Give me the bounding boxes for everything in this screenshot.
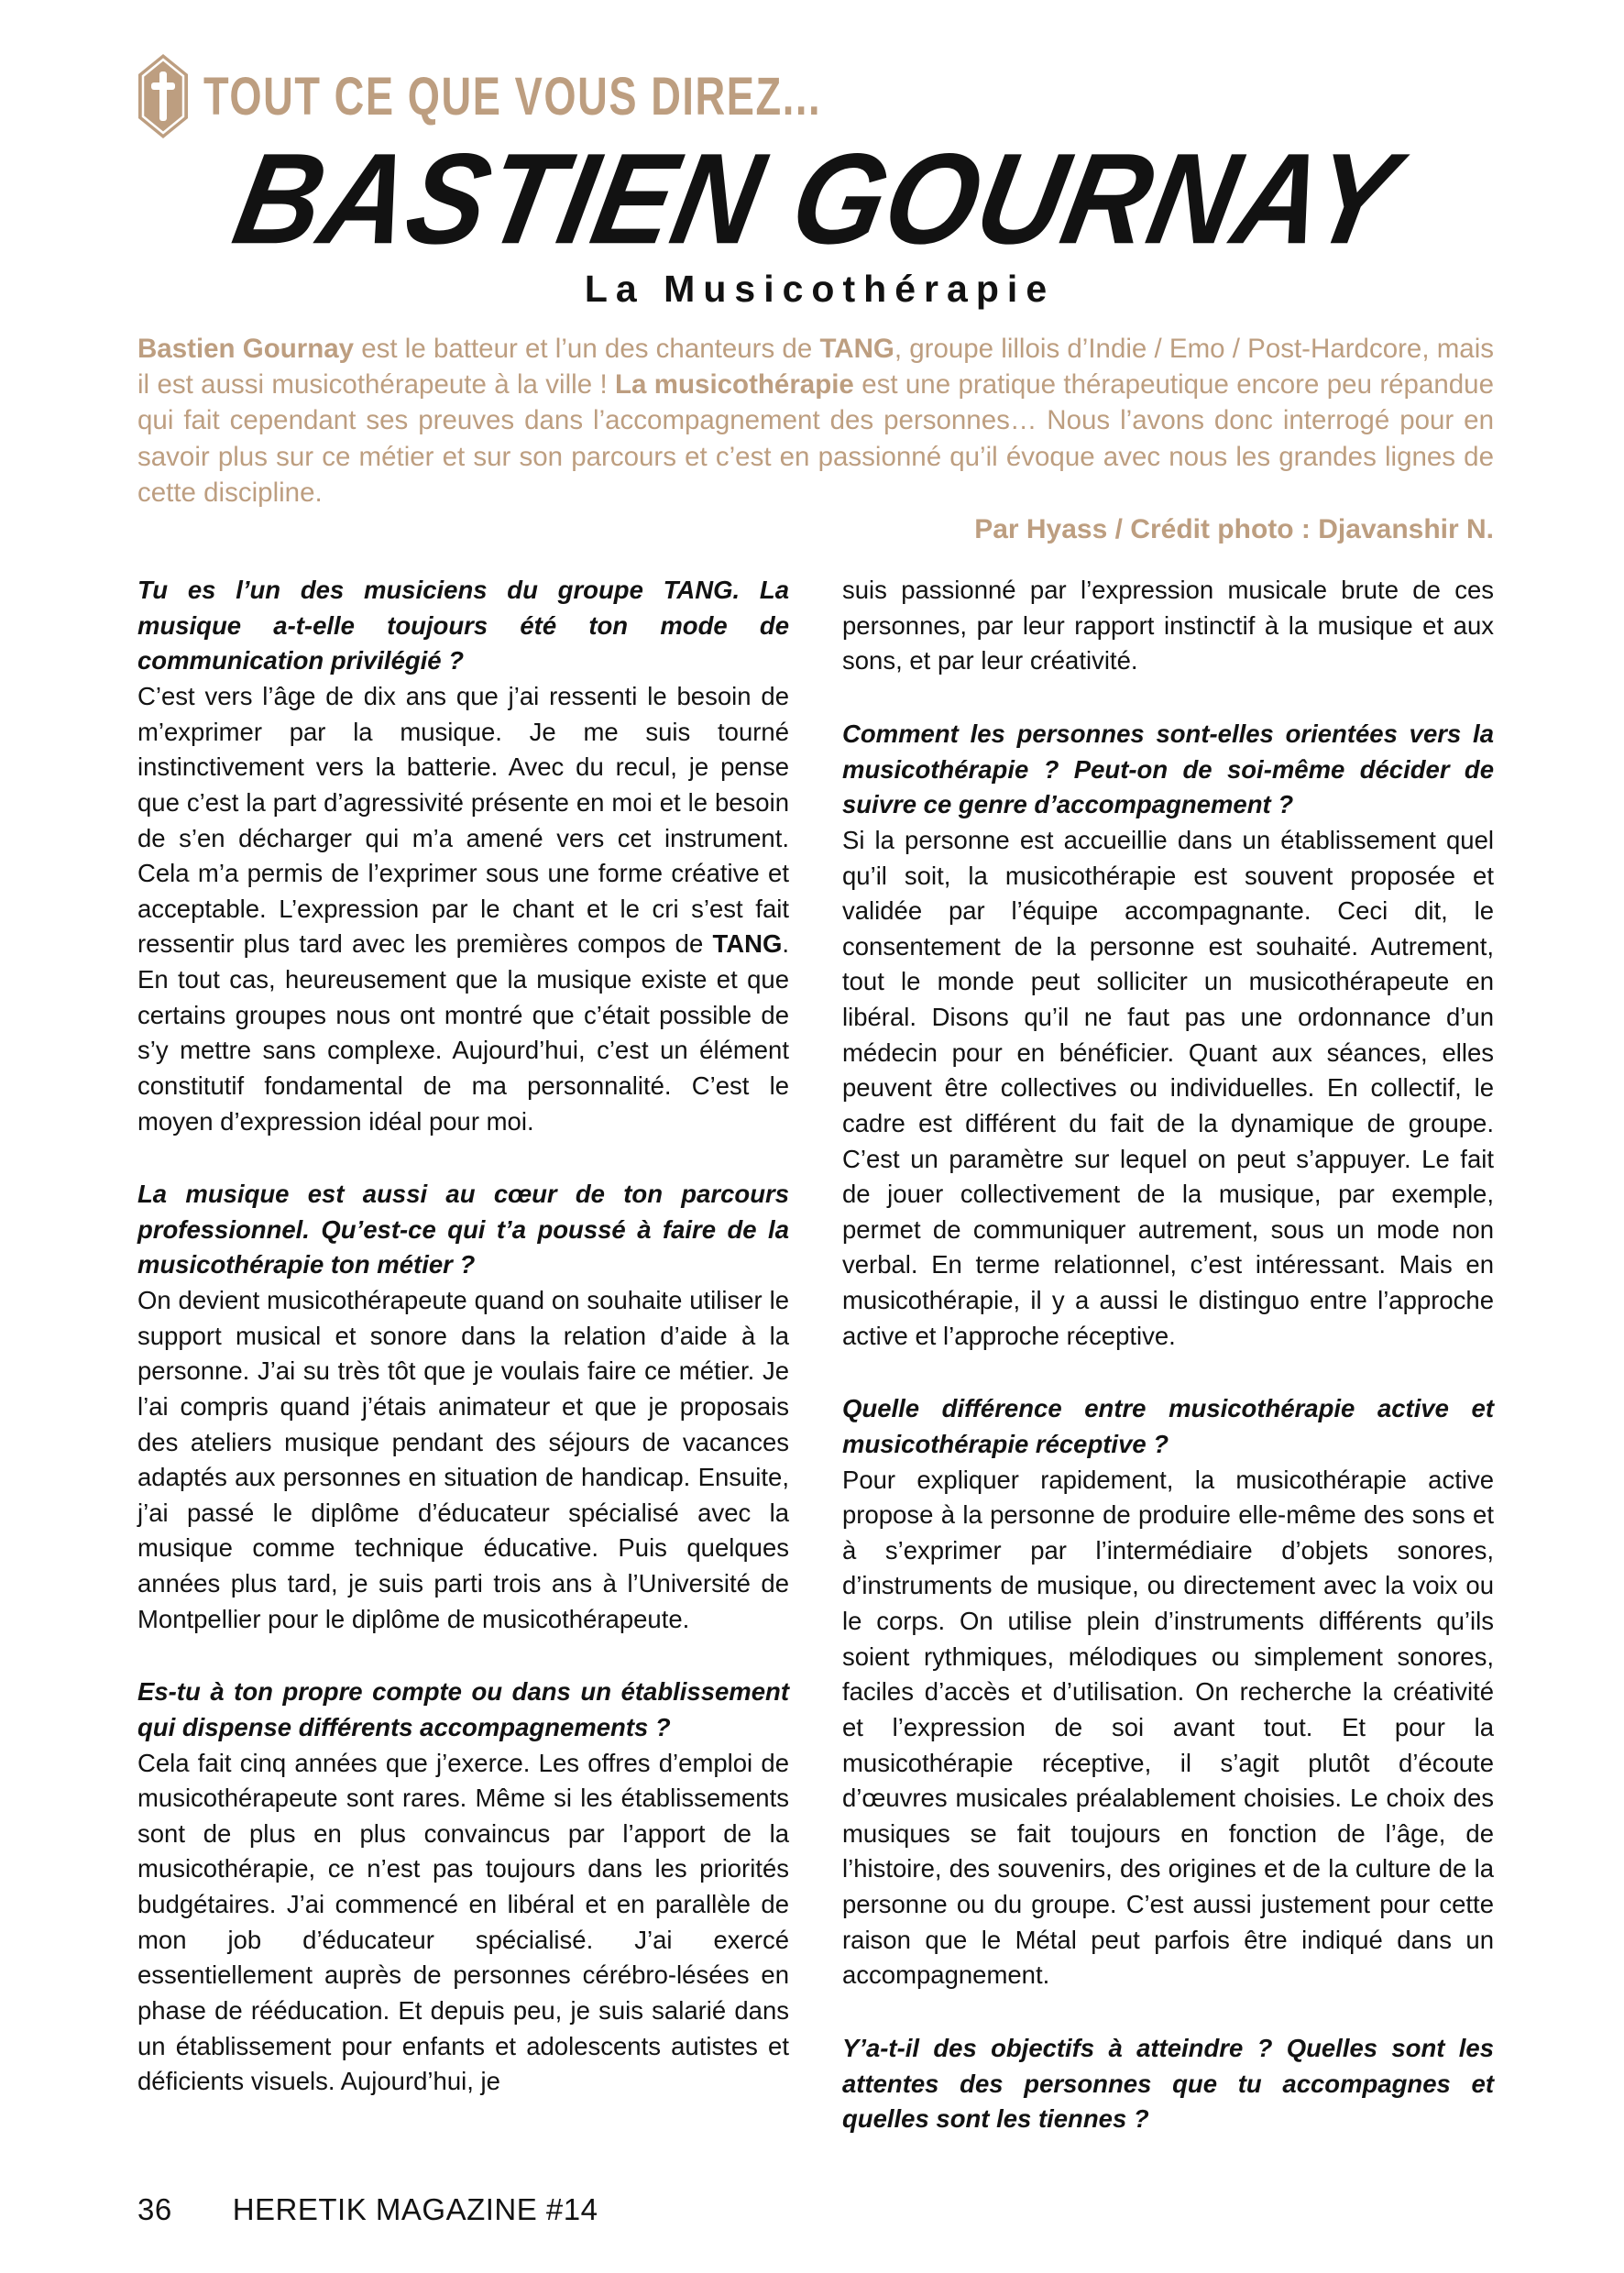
interview-answer: suis passionné par l’expression musicale brute de ces personnes, par leur rapport instinctif à la musique et aux sons, et par leur créativité.	[842, 576, 1494, 675]
section-kicker: TOUT CE QUE VOUS DIREZ...	[203, 66, 822, 126]
intro-paragraph: Bastien Gournay est le batteur et l’un des chanteurs de TANG, groupe lillois d’Indie / Emo / Post-Hardcore, mais il est aussi musicothérapeute à la ville ! La musicothérapie est une pratique thérapeutique encore peu répandue qui fait cependant ses preuves dans l’accompagnement des personnes… Nous l’avons donc interrogé pour en savoir plus sur ce métier et sur son parcours et c’est en passionné qu’il évoque avec nous les grandes lignes de cette discipline.	[137, 334, 1495, 508]
article-subtitle: La Musicothérapie	[584, 268, 1056, 310]
hexagon-cross-badge-icon	[137, 53, 189, 139]
interview-question: Quelle différence entre musicothérapie active et musicothérapie réceptive ?	[842, 1394, 1494, 1458]
interview-answer: C’est vers l’âge de dix ans que j’ai ressenti le besoin de m’exprimer par la musique. Je me suis tourné instinctivement vers la batterie. Avec du recul, je pense que c’est la part d’agressivité présente en moi et le besoin de s’en décharger qui m’a amené vers cet instrument. Cela m’a permis de l’exprimer sous une forme créative et acceptable. L’expression par le chant et le cri s’est fait ressentir plus tard avec les premières compos de TANG. En tout cas, heureusement que la musique existe et que certains groupes nous ont montré que c’était possible de s’y mettre sans complexe. Aujourd’hui, c’est un élément constitutif fondamental de ma personnalité. C’est le moyen d’expression idéal pour moi.	[137, 682, 789, 1136]
interview-question: Es-tu à ton propre compte ou dans un établissement qui dispense différents accompagnements ?	[137, 1677, 789, 1741]
interview-answer: Cela fait cinq années que j’exerce. Les offres d’emploi de musicothérapeute sont rares. Même si les établissements sont de plus en plus convaincus par l’apport de la musicothérapie, ce n’est pas toujours dans les priorités budgétaires. J’ai commencé en libéral et en parallèle de mon job d’éducateur spécialisé. J’ai exercé essentiellement auprès de personnes cérébro-lésées en phase de rééducation. Et depuis peu, je suis salarié dans un établissement pour enfants et adolescents autistes et déficients visuels. Aujourd’hui, je	[137, 1748, 789, 2096]
byline-credit: Par Hyass / Crédit photo : Djavanshir N.	[974, 514, 1494, 545]
interview-question: Y’a-t-il des objectifs à atteindre ? Quelles sont les attentes des personnes que tu accompagnes et quelles sont les tiennes ?	[842, 2033, 1494, 2134]
right-column	[842, 573, 1494, 2137]
page-header	[137, 53, 1494, 311]
page-footer	[137, 2192, 598, 2227]
interview-answer: On devient musicothérapeute quand on souhaite utiliser le support musical et sonore dans la relation d’aide à la personne. J’ai su très tôt que je voulais faire ce métier. Je l’ai compris quand j’étais animateur et que je proposais des ateliers musique pendant des séjours de vacances adaptés aux personnes en situation de handicap. Ensuite, j’ai passé le diplôme d’éducateur spécialisé avec la musique comme technique éducative. Puis quelques années plus tard, je suis parti trois ans à l’Université de Montpellier pour le diplôme de musicothérapeute.	[137, 1286, 789, 1633]
interview-question: Tu es l’un des musiciens du groupe TANG. La musique a-t-elle toujours été ton mode de communication privilégié ?	[137, 576, 789, 675]
interview-answer: Si la personne est accueillie dans un établissement quel qu’il soit, la musicothérapie est souvent proposée et validée par l’équipe accompagnante. Ceci dit, le consentement de la personne est souhaité. Autrement, tout le monde peut solliciter un musicothérapeute en libéral. Disons qu’il ne faut pas une ordonnance d’un médecin pour en bénéficier. Quant aux séances, elles peuvent être collectives ou individuelles. En collectif, le cadre est différent du fait de la dynamique de groupe. C’est un paramètre sur lequel on peut s’appuyer. Le fait de jouer collectivement de la musique, par exemple, permet de communiquer autrement, sous un mode non verbal. En terme relationnel, c’est intéressant. Mais en musicothérapie, il y a aussi le distinguo entre l’approche active et l’approche réceptive.	[842, 825, 1494, 1350]
page-number: 36	[137, 2192, 172, 2226]
interview-question: Comment les personnes sont-elles orientées vers la musicothérapie ? Peut-on de soi-même décider de suivre ce genre d’accompagnement ?	[842, 719, 1494, 819]
interview-answer: Pour expliquer rapidement, la musicothérapie active propose à la personne de produire elle-même des sons et à s’exprimer par l’intermédiaire d’objets sonores, d’instruments de musique, ou directement avec la voix ou le corps. On utilise plein d’instruments différents qu’ils soient rythmiques, mélodiques ou simplement sonores, faciles d’accès et d’utilisation. On recherche la créativité et l’expression de soi avant tout. Et pour la musicothérapie réceptive, il s’agit plutôt d’écoute d’œuvres musicales préalablement choisies. Le choix des musiques se fait toujours en fonction de l’âge, de l’histoire, des souvenirs, des origines et de la culture de la personne ou du groupe. C’est aussi justement pour cette raison que le Métal peut parfois être indiqué dans un accompagnement.	[842, 1465, 1494, 1990]
magazine-title: HERETIK MAGAZINE #14	[232, 2192, 598, 2226]
left-column	[137, 573, 789, 2137]
article-title: BASTIEN GOURNAY	[224, 126, 1409, 272]
interview-question: La musique est aussi au cœur de ton parcours professionnel. Qu’est-ce qui t’a poussé à faire de la musicothérapie ton métier ?	[137, 1180, 789, 1279]
article-body	[137, 573, 1494, 2137]
